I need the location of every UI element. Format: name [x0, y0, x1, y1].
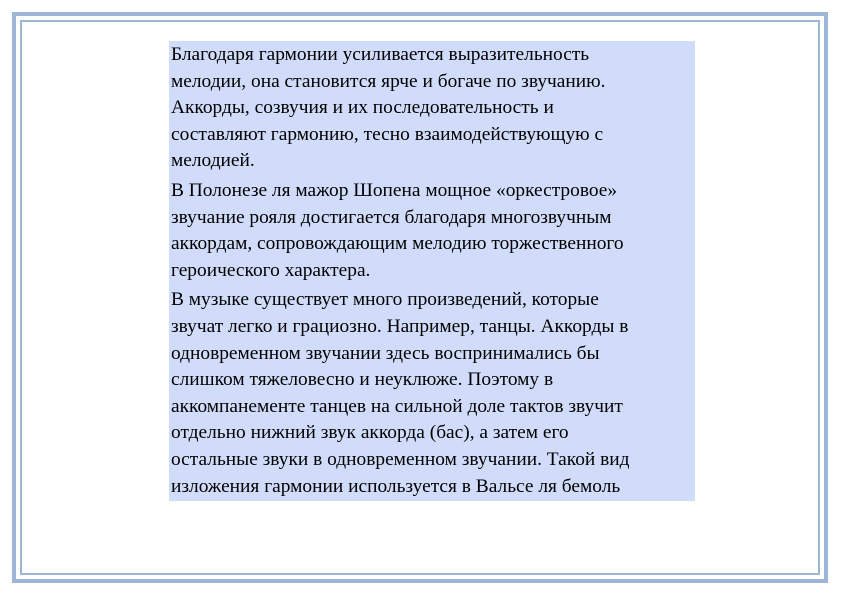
paragraph-dances: В музыке существует много произведений, которые звучат легко и грациозно. Например, танцы. Аккорды в одновременном звучании здесь воспринимались бы слишком тяжеловесно и неуклюже. Поэтому в аккомпанементе танцев на сильной доле тактов звучит отдельно нижний звук аккорда (бас), а затем его остальные звуки в одновременном звучании. Такой вид изложения гармонии используется в Вальсе ля бемоль	[171, 289, 630, 497]
paragraph-polonaise: В Полонезе ля мажор Шопена мощное «оркестровое» звучание рояля достигается благодаря многозвучным аккордам, сопровождающим мелодию торжественного героического характера.	[171, 179, 624, 281]
text-content-box	[169, 41, 695, 501]
paragraph-harmony: Благодаря гармонии усиливается выразительность мелодии, она становится ярче и богаче по звучанию. Аккорды, созвучия и их последовательность и составляют гармонию, тесно взаимодействующую с мелодией.	[171, 44, 606, 172]
